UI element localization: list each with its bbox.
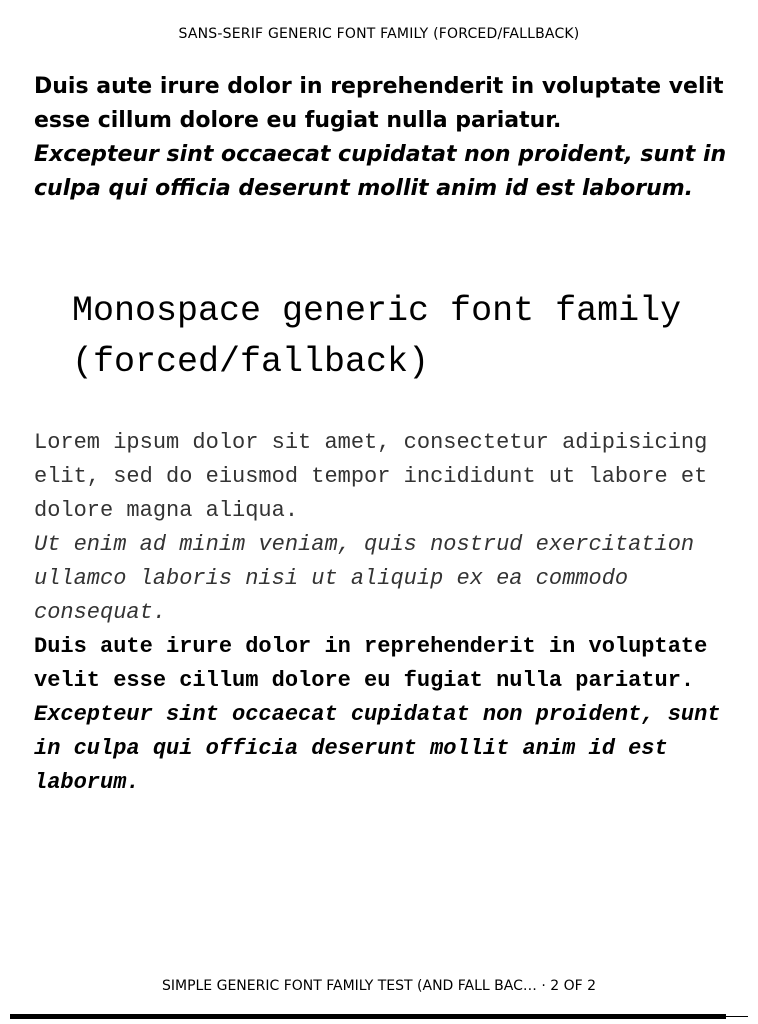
mono-bold-paragraph: Duis aute irure dolor in reprehenderit in voluptate velit esse cillum dolore eu fugiat nulla pariatur. xyxy=(34,634,708,693)
sans-bold-paragraph: Duis aute irure dolor in reprehenderit in voluptate velit esse cillum dolore eu fugiat nulla pariatur. xyxy=(34,74,724,133)
monospace-section-heading: Monospace generic font family (forced/fallback) xyxy=(72,291,682,382)
mono-bold-italic-paragraph: Excepteur sint occaecat cupidatat non proident, sunt in culpa qui officia deserunt mollit anim id est laborum. xyxy=(34,702,721,795)
mono-regular-paragraph: Lorem ipsum dolor sit amet, consectetur adipisicing elit, sed do eiusmod tempor incididunt ut labore et dolore magna aliqua. xyxy=(34,430,708,523)
reading-progress-bar xyxy=(10,1014,726,1019)
footer-page-label: SIMPLE GENERIC FONT FAMILY TEST (AND FALL BAC… · 2 OF 2 xyxy=(161,978,597,994)
monospace-sample xyxy=(34,426,734,800)
sans-serif-sample xyxy=(34,70,734,206)
sans-bold-italic-paragraph: Excepteur sint occaecat cupidatat non proident, sunt in culpa qui officia deserunt mollit anim id est laborum. xyxy=(34,142,727,201)
mono-italic-paragraph: Ut enim ad minim veniam, quis nostrud exercitation ullamco laboris nisi ut aliquip ex ea commodo consequat. xyxy=(34,532,695,625)
running-header-title: SANS-SERIF GENERIC FONT FAMILY (FORCED/FALLBACK) xyxy=(178,26,580,42)
